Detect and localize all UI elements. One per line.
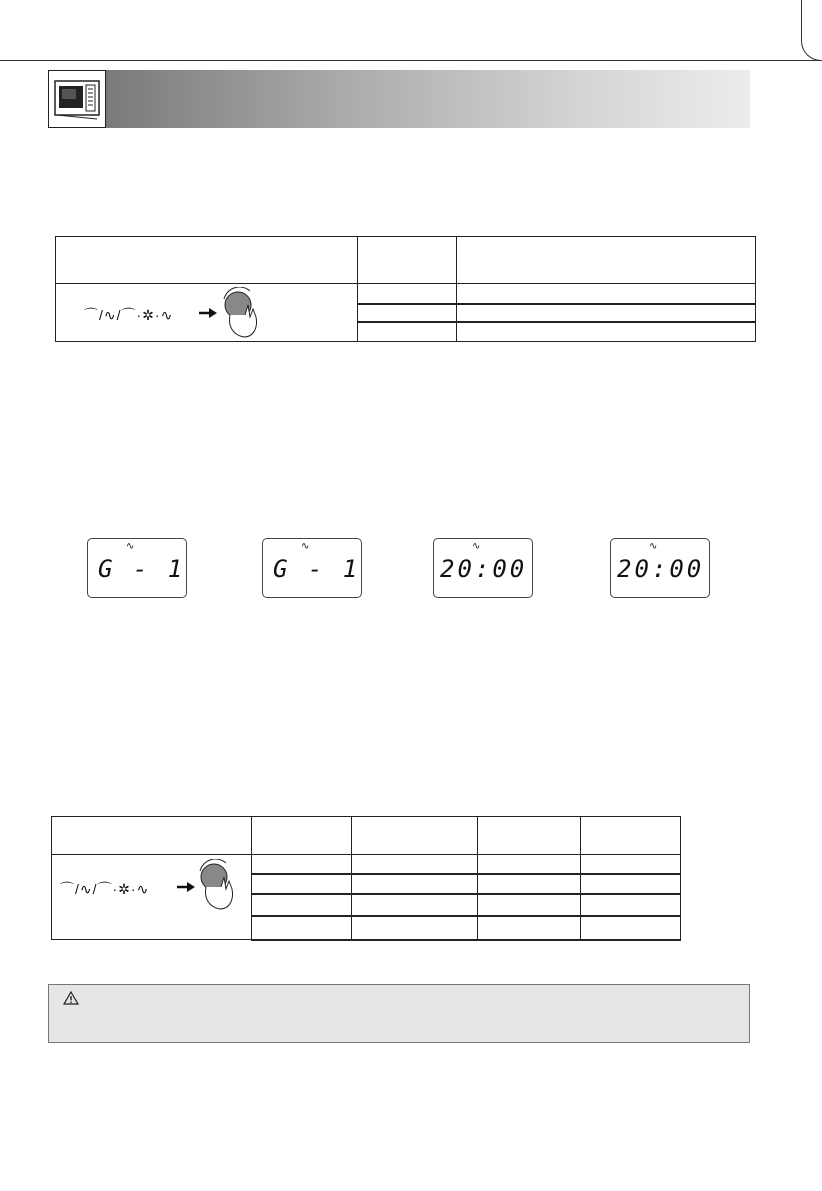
table-cell bbox=[581, 874, 681, 894]
lcd-text: 20:00 bbox=[440, 555, 528, 583]
mode-dial-cell bbox=[52, 855, 252, 940]
table-cell bbox=[252, 894, 352, 916]
table-cell bbox=[581, 894, 681, 916]
table-cell bbox=[478, 874, 581, 894]
table-cell bbox=[457, 322, 756, 342]
table-cell bbox=[581, 916, 681, 940]
table-cell bbox=[478, 894, 581, 916]
mode-symbols: ⌒/∿/⌒·✲·∿ bbox=[84, 306, 174, 323]
lcd-text: 20:00 bbox=[617, 555, 705, 583]
microwave-wave-icon: ∿ bbox=[301, 541, 310, 552]
table-cell bbox=[478, 855, 581, 874]
page-edge-curve bbox=[801, 0, 822, 61]
lcd-display bbox=[433, 538, 533, 598]
warning-box bbox=[48, 984, 750, 1043]
table-cell bbox=[252, 916, 352, 940]
lcd-display bbox=[87, 538, 187, 598]
page-edge-line bbox=[0, 60, 822, 61]
table-header-row bbox=[56, 237, 756, 284]
mode-symbols: ⌒/∿/⌒·✲·∿ bbox=[60, 881, 150, 897]
header-cell bbox=[352, 817, 478, 855]
program-table bbox=[55, 236, 756, 342]
lcd-display bbox=[262, 538, 362, 598]
weight-table bbox=[51, 816, 681, 941]
header-cell bbox=[478, 817, 581, 855]
microwave-wave-icon: ∿ bbox=[472, 541, 481, 552]
warning-triangle-icon bbox=[63, 991, 79, 1005]
lcd-text: G - 1 bbox=[98, 555, 186, 583]
microwave-wave-icon: ∿ bbox=[126, 541, 135, 552]
microwave-wave-icon: ∿ bbox=[649, 541, 658, 552]
table-cell bbox=[252, 855, 352, 874]
banner-gradient-bar bbox=[106, 70, 750, 128]
table-cell bbox=[352, 894, 478, 916]
rotary-knob-hand-icon bbox=[196, 859, 238, 911]
table-row bbox=[56, 284, 756, 304]
table-header-row bbox=[52, 817, 681, 855]
table-cell bbox=[358, 304, 457, 322]
arrow-right-icon bbox=[176, 881, 196, 893]
table-cell bbox=[581, 855, 681, 874]
arrow-right-icon bbox=[198, 307, 218, 319]
section-banner bbox=[48, 70, 750, 128]
header-cell bbox=[56, 237, 358, 284]
table-cell bbox=[352, 855, 478, 874]
table-cell bbox=[457, 304, 756, 322]
rotary-knob-hand-icon bbox=[220, 287, 262, 339]
mode-dial-cell bbox=[56, 284, 358, 342]
table-cell bbox=[358, 284, 457, 304]
table-cell bbox=[457, 284, 756, 304]
table-cell bbox=[358, 322, 457, 342]
table-cell bbox=[252, 874, 352, 894]
header-cell bbox=[457, 237, 756, 284]
header-cell bbox=[52, 817, 252, 855]
header-cell bbox=[581, 817, 681, 855]
table-cell bbox=[478, 916, 581, 940]
table-row bbox=[52, 855, 681, 874]
table-cell bbox=[352, 916, 478, 940]
table-cell bbox=[352, 874, 478, 894]
microwave-oven-icon bbox=[48, 70, 106, 128]
header-cell bbox=[252, 817, 352, 855]
lcd-text: G - 1 bbox=[273, 555, 361, 583]
lcd-display bbox=[610, 538, 710, 598]
header-cell bbox=[358, 237, 457, 284]
